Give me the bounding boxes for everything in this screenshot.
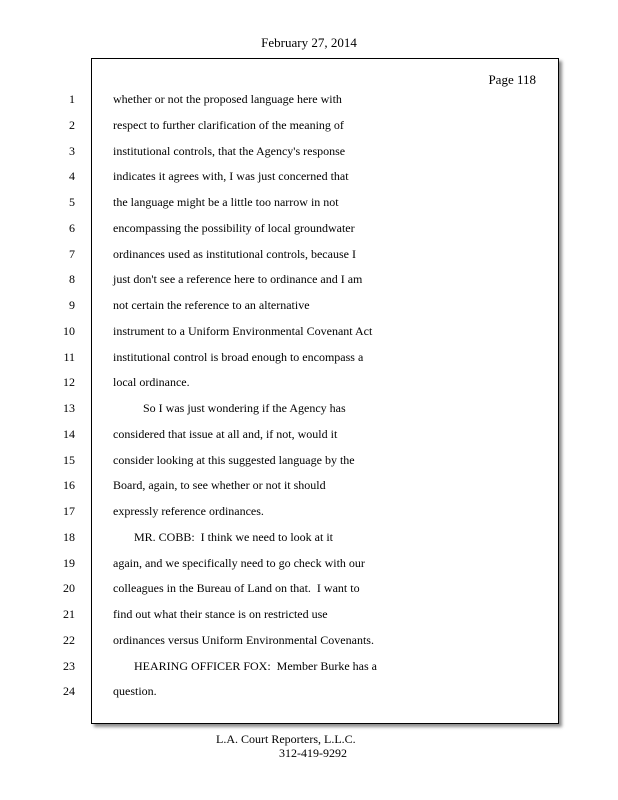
line-number: 24 bbox=[63, 684, 75, 699]
transcript-line: question. bbox=[113, 684, 157, 699]
transcript-line: again, and we specifically need to go check with our bbox=[113, 555, 365, 570]
line-number: 3 bbox=[69, 143, 75, 158]
header-date: February 27, 2014 bbox=[261, 35, 357, 50]
transcript-line: MR. COBB: I think we need to look at it bbox=[113, 529, 333, 544]
line-number: 15 bbox=[63, 452, 75, 467]
footer-company: L.A. Court Reporters, L.L.C. bbox=[216, 732, 356, 746]
line-number: 8 bbox=[69, 272, 75, 287]
transcript-line: colleagues in the Bureau of Land on that. I want to bbox=[113, 581, 360, 596]
transcript-line: local ordinance. bbox=[113, 375, 190, 390]
transcript-line: Board, again, to see whether or not it should bbox=[113, 478, 326, 493]
transcript-line: not certain the reference to an alternative bbox=[113, 298, 310, 312]
line-number: 7 bbox=[69, 246, 75, 261]
transcript-line: HEARING OFFICER FOX: Member Burke has a bbox=[113, 658, 377, 673]
transcript-line: ordinances versus Uniform Environmental Covenants. bbox=[113, 632, 374, 647]
transcript-line: just don't see a reference here to ordinance and I am bbox=[113, 272, 363, 287]
page-number: Page 118 bbox=[488, 72, 536, 87]
transcript-line: indicates it agrees with, I was just concerned that bbox=[113, 169, 349, 184]
transcript-line: expressly reference ordinances. bbox=[113, 504, 264, 518]
transcript-line: So I was just wondering if the Agency has bbox=[113, 401, 346, 415]
transcript-line: encompassing the possibility of local groundwater bbox=[113, 220, 355, 235]
line-number: 6 bbox=[69, 220, 75, 235]
transcript-line: respect to further clarification of the meaning of bbox=[113, 117, 344, 132]
line-number: 14 bbox=[63, 426, 75, 441]
transcript-line: instrument to a Uniform Environmental Covenant Act bbox=[113, 323, 373, 338]
transcript-line: considered that issue at all and, if not, would it bbox=[113, 426, 338, 441]
line-number: 9 bbox=[69, 298, 75, 312]
line-number: 23 bbox=[63, 658, 75, 673]
line-number: 12 bbox=[63, 375, 75, 390]
line-number: 4 bbox=[69, 169, 75, 184]
line-number: 5 bbox=[69, 195, 75, 209]
line-number: 10 bbox=[63, 323, 75, 338]
transcript-line: ordinances used as institutional controls, because I bbox=[113, 246, 356, 261]
line-number: 20 bbox=[63, 581, 75, 596]
line-number: 13 bbox=[63, 401, 75, 415]
transcript-line: the language might be a little too narrow in not bbox=[113, 195, 339, 209]
line-number: 19 bbox=[63, 555, 75, 570]
line-number: 21 bbox=[63, 607, 75, 621]
transcript-line: institutional control is broad enough to encompass a bbox=[113, 349, 364, 364]
transcript-line: institutional controls, that the Agency's response bbox=[113, 143, 346, 158]
line-number: 2 bbox=[69, 117, 75, 132]
line-number: 1 bbox=[69, 92, 75, 106]
line-number: 17 bbox=[63, 504, 75, 518]
transcript-line: whether or not the proposed language here with bbox=[113, 92, 342, 106]
line-number: 11 bbox=[63, 349, 75, 364]
transcript-text bbox=[113, 87, 553, 705]
line-number: 16 bbox=[63, 478, 75, 493]
line-number: 22 bbox=[63, 632, 75, 647]
transcript-line: consider looking at this suggested language by the bbox=[113, 452, 355, 467]
transcript-line: find out what their stance is on restricted use bbox=[113, 607, 328, 621]
line-number: 18 bbox=[63, 529, 75, 544]
footer-phone: 312-419-9292 bbox=[279, 746, 347, 760]
line-number-column bbox=[0, 87, 88, 705]
